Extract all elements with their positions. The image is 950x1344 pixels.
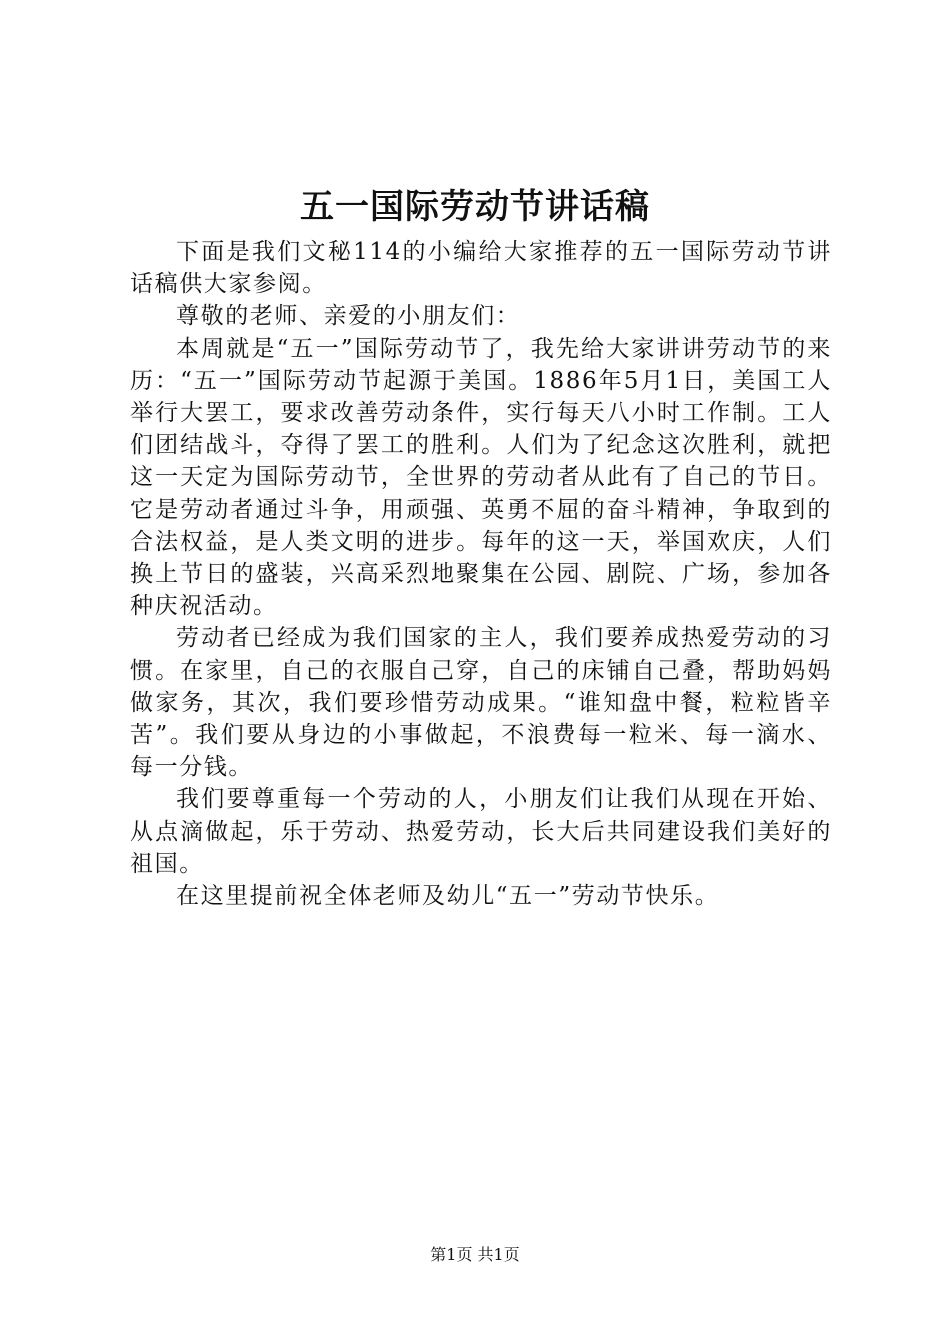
habits-paragraph: 劳动者已经成为我们国家的主人，我们要养成热爱劳动的习惯。在家里，自己的衣服自己穿，自己的床铺自己叠，帮助妈妈做家务，其次，我们要珍惜劳动成果。“谁知盘中餐，粒粒皆辛苦”。我们要从身边的小事做起，不浪费每一粒米、每一滴水、每一分钱。 [130,625,832,781]
intro-paragraph: 下面是我们文秘114的小编给大家推荐的五一国际劳动节讲话稿供大家参阅。 [130,239,832,298]
document-title: 五一国际劳动节讲话稿 [300,187,650,227]
closing-paragraph: 在这里提前祝全体老师及幼儿“五一”劳动节快乐。 [176,883,720,910]
document-body [130,236,832,912]
salutation-paragraph: 尊敬的老师、亲爱的小朋友们： [176,303,521,330]
respect-paragraph: 我们要尊重每一个劳动的人，小朋友们让我们从现在开始、从点滴做起，乐于劳动、热爱劳动，长大后共同建设我们美好的祖国。 [130,786,832,877]
page-footer: 第1页 共1页 [430,1245,520,1264]
history-paragraph: 本周就是“五一”国际劳动节了，我先给大家讲讲劳动节的来历：“五一”国际劳动节起源于美国。1886年5月1日，美国工人举行大罢工，要求改善劳动条件，实行每天八小时工作制。工人们团结战斗，夺得了罢工的胜利。人们为了纪念这次胜利，就把这一天定为国际劳动节，全世界的劳动者从此有了自己的节日。它是劳动者通过斗争，用顽强、英勇不屈的奋斗精神，争取到的合法权益，是人类文明的进步。每年的这一天，举国欢庆，人们换上节日的盛装，兴高采烈地聚集在公园、剧院、广场，参加各种庆祝活动。 [130,335,832,620]
